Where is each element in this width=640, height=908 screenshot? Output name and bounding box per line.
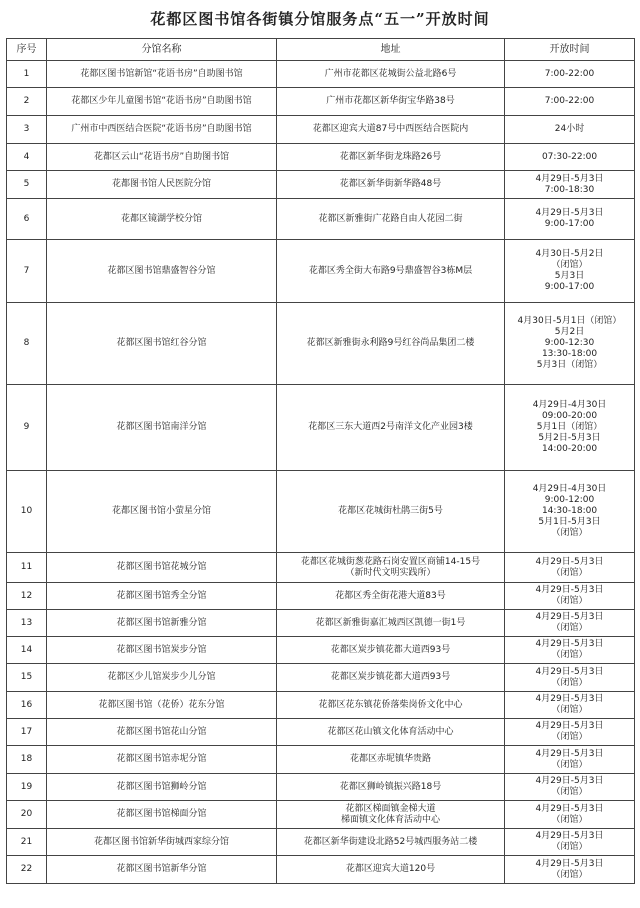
row-number: 15 xyxy=(7,664,47,692)
opening-hours: 4月29日-5月3日 （闭馆） xyxy=(505,583,635,610)
table-row xyxy=(7,385,635,471)
table-row xyxy=(7,637,635,664)
table-row xyxy=(7,746,635,774)
branch-name: 花都区图书馆秀全分馆 xyxy=(47,583,277,610)
schedule-table xyxy=(6,38,635,884)
row-number: 5 xyxy=(7,171,47,199)
branch-name: 花都区图书馆红谷分馆 xyxy=(47,303,277,385)
table-row xyxy=(7,144,635,171)
opening-hours: 4月29日-5月3日 （闭馆） xyxy=(505,801,635,829)
row-number: 8 xyxy=(7,303,47,385)
opening-hours: 4月29日-5月3日 （闭馆） xyxy=(505,774,635,801)
opening-hours: 4月30日-5月2日 （闭馆） 5月3日 9:00-17:00 xyxy=(505,240,635,303)
branch-address: 花都区新华街龙珠路26号 xyxy=(277,144,505,171)
branch-address: 花都区迎宾大道120号 xyxy=(277,856,505,884)
branch-address: 花都区花城街葱花路石岗安置区商铺14-15号 （新时代文明实践所） xyxy=(277,553,505,583)
opening-hours: 7:00-22:00 xyxy=(505,61,635,88)
branch-name: 花都区云山“花语书房”自助图书馆 xyxy=(47,144,277,171)
branch-name: 花都区图书馆（花侨）花东分馆 xyxy=(47,692,277,719)
row-number: 17 xyxy=(7,719,47,746)
branch-address: 花都区新华街新华路48号 xyxy=(277,171,505,199)
branch-address: 花都区三东大道西2号南洋文化产业园3楼 xyxy=(277,385,505,471)
branch-address: 花都区新雅街广花路自由人花园二街 xyxy=(277,199,505,240)
opening-hours: 4月29日-5月3日 7:00-18:30 xyxy=(505,171,635,199)
branch-name: 花都区图书馆新华分馆 xyxy=(47,856,277,884)
branch-name: 花都区图书馆新雅分馆 xyxy=(47,610,277,637)
row-number: 1 xyxy=(7,61,47,88)
branch-name: 花都区镜湖学校分馆 xyxy=(47,199,277,240)
opening-hours: 4月29日-5月3日 （闭馆） xyxy=(505,664,635,692)
row-number: 9 xyxy=(7,385,47,471)
opening-hours: 4月30日-5月1日（闭馆） 5月2日 9:00-12:30 13:30-18:00 5月3日（闭馆） xyxy=(505,303,635,385)
row-number: 12 xyxy=(7,583,47,610)
branch-name: 花都区图书馆炭步分馆 xyxy=(47,637,277,664)
table-row xyxy=(7,303,635,385)
opening-hours: 07:30-22:00 xyxy=(505,144,635,171)
branch-address: 广州市花都区花城街公益北路6号 xyxy=(277,61,505,88)
row-number: 14 xyxy=(7,637,47,664)
branch-name: 花都区图书馆鼎盛智谷分馆 xyxy=(47,240,277,303)
row-number: 22 xyxy=(7,856,47,884)
row-number: 20 xyxy=(7,801,47,829)
table-row xyxy=(7,610,635,637)
table-row xyxy=(7,240,635,303)
row-number: 6 xyxy=(7,199,47,240)
table-row xyxy=(7,171,635,199)
branch-name: 花都区图书馆狮岭分馆 xyxy=(47,774,277,801)
opening-hours: 7:00-22:00 xyxy=(505,88,635,116)
branch-name: 花都图书馆人民医院分馆 xyxy=(47,171,277,199)
table-row xyxy=(7,719,635,746)
table-row xyxy=(7,856,635,884)
table-row xyxy=(7,199,635,240)
row-number: 21 xyxy=(7,829,47,856)
page-title: 花都区图书馆各街镇分馆服务点“五一”开放时间 xyxy=(150,10,490,28)
branch-address: 花都区新雅街永利路9号红谷尚品集团二楼 xyxy=(277,303,505,385)
table-row xyxy=(7,116,635,144)
branch-address: 花都区梯面镇金梯大道 梯面镇文化体育活动中心 xyxy=(277,801,505,829)
opening-hours: 4月29日-4月30日 9:00-12:00 14:30-18:00 5月1日-5月3日 （闭馆） xyxy=(505,471,635,553)
branch-address: 花都区炭步镇花都大道西93号 xyxy=(277,637,505,664)
branch-name: 花都区图书馆南洋分馆 xyxy=(47,385,277,471)
branch-name: 花都区图书馆赤坭分馆 xyxy=(47,746,277,774)
branch-address: 广州市花都区新华街宝华路38号 xyxy=(277,88,505,116)
opening-hours: 4月29日-5月3日 （闭馆） xyxy=(505,746,635,774)
opening-hours: 4月29日-5月3日 （闭馆） xyxy=(505,692,635,719)
branch-address: 花都区花东镇花侨落柴岗侨文化中心 xyxy=(277,692,505,719)
header-branch-name: 分馆名称 xyxy=(47,39,277,61)
branch-name: 花都区图书馆花城分馆 xyxy=(47,553,277,583)
table-row xyxy=(7,774,635,801)
table-row xyxy=(7,61,635,88)
branch-name: 广州市中西医结合医院“花语书房”自助图书馆 xyxy=(47,116,277,144)
row-number: 10 xyxy=(7,471,47,553)
branch-address: 花都区炭步镇花都大道西93号 xyxy=(277,664,505,692)
table-header-row xyxy=(7,39,635,61)
branch-address: 花都区赤坭镇华贵路 xyxy=(277,746,505,774)
branch-address: 花都区新雅街嘉汇城西区凯德一街1号 xyxy=(277,610,505,637)
branch-name: 花都区图书馆梯面分馆 xyxy=(47,801,277,829)
table-row xyxy=(7,583,635,610)
opening-hours: 4月29日-5月3日 （闭馆） xyxy=(505,610,635,637)
branch-name: 花都区图书馆花山分馆 xyxy=(47,719,277,746)
row-number: 16 xyxy=(7,692,47,719)
table-row xyxy=(7,471,635,553)
row-number: 7 xyxy=(7,240,47,303)
row-number: 3 xyxy=(7,116,47,144)
row-number: 4 xyxy=(7,144,47,171)
row-number: 18 xyxy=(7,746,47,774)
opening-hours: 4月29日-5月3日 （闭馆） xyxy=(505,856,635,884)
table-row xyxy=(7,692,635,719)
header-number: 序号 xyxy=(7,39,47,61)
branch-address: 花都区狮岭镇振兴路18号 xyxy=(277,774,505,801)
table-row xyxy=(7,553,635,583)
opening-hours: 24小时 xyxy=(505,116,635,144)
header-address: 地址 xyxy=(277,39,505,61)
branch-address: 花都区花山镇文化体育活动中心 xyxy=(277,719,505,746)
branch-address: 花都区新华街建设北路52号城西服务站二楼 xyxy=(277,829,505,856)
table-row xyxy=(7,829,635,856)
row-number: 19 xyxy=(7,774,47,801)
branch-name: 花都区图书馆新馆“花语书房”自助图书馆 xyxy=(47,61,277,88)
branch-name: 花都区少年儿童图书馆“花语书房”自助图书馆 xyxy=(47,88,277,116)
header-opening-hours: 开放时间 xyxy=(505,39,635,61)
branch-address: 花都区秀全街花港大道83号 xyxy=(277,583,505,610)
opening-hours: 4月29日-5月3日 （闭馆） xyxy=(505,637,635,664)
row-number: 11 xyxy=(7,553,47,583)
opening-hours: 4月29日-5月3日 （闭馆） xyxy=(505,829,635,856)
opening-hours: 4月29日-4月30日 09:00-20:00 5月1日（闭馆） 5月2日-5月3日 14:00-20:00 xyxy=(505,385,635,471)
table-row xyxy=(7,801,635,829)
opening-hours: 4月29日-5月3日 （闭馆） xyxy=(505,719,635,746)
table-row xyxy=(7,88,635,116)
branch-name: 花都区少儿馆炭步少儿分馆 xyxy=(47,664,277,692)
branch-name: 花都区图书馆新华街城西家综分馆 xyxy=(47,829,277,856)
branch-address: 花都区秀全街大布路9号鼎盛智谷3栋M层 xyxy=(277,240,505,303)
row-number: 2 xyxy=(7,88,47,116)
opening-hours: 4月29日-5月3日 （闭馆） xyxy=(505,553,635,583)
opening-hours: 4月29日-5月3日 9:00-17:00 xyxy=(505,199,635,240)
branch-address: 花都区花城街杜鹃三街5号 xyxy=(277,471,505,553)
branch-name: 花都区图书馆小萤星分馆 xyxy=(47,471,277,553)
table-body xyxy=(7,61,635,884)
table-row xyxy=(7,664,635,692)
branch-address: 花都区迎宾大道87号中西医结合医院内 xyxy=(277,116,505,144)
row-number: 13 xyxy=(7,610,47,637)
